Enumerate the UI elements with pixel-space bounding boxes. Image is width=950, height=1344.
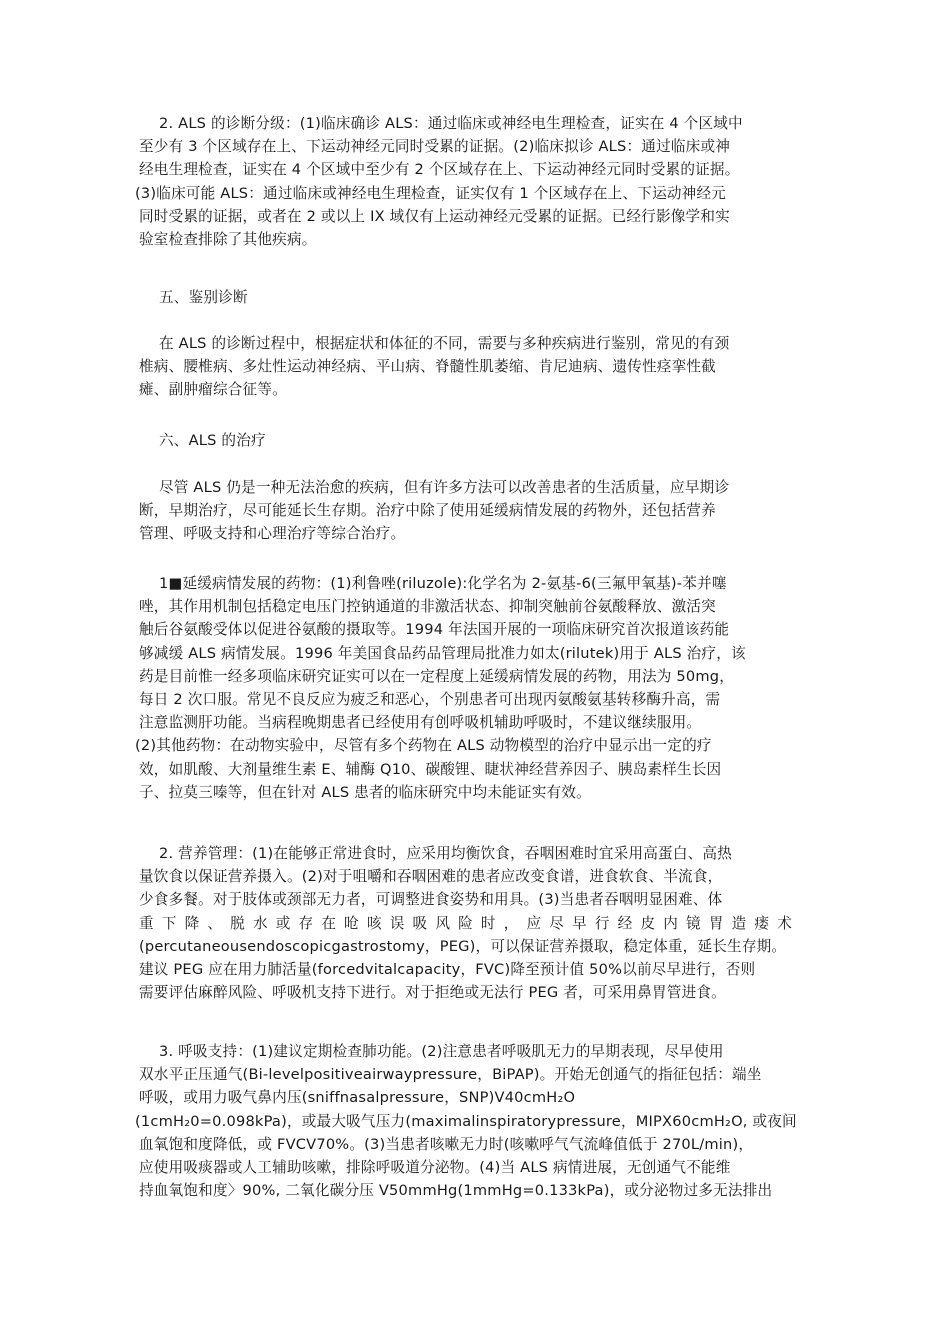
paragraph-drug-therapy [135, 572, 746, 804]
text-line: 应使用吸痰器或人工辅助咳嗽，排除呼吸道分泌物。(4)当 ALS 病情进展，无创通气不能维 [139, 1158, 731, 1176]
text-line: 在 ALS 的诊断过程中，根据症状和体征的不同，需要与多种疾病进行鉴别，常见的有颈 [159, 335, 730, 352]
paragraph-diagnosis-grading [135, 112, 743, 251]
text-line: 注意监测肝功能。当病程晚期患者已经使用有创呼吸机辅助呼吸时，不建议继续服用。 [139, 714, 702, 732]
section-heading: 五、鉴别诊断 [159, 289, 248, 306]
paragraph-respiratory-support [135, 1040, 797, 1202]
heading-treatment [139, 429, 266, 452]
text-line: 呼吸，或用力吸气鼻内压(sniffnasalpressure，SNP)V40cmH₂O [139, 1089, 576, 1107]
text-line: 同时受累的证据，或者在 2 或以上 IX 域仅有上运动神经元受累的证据。已经行影像学和实 [139, 207, 730, 225]
paragraph-treatment-intro [139, 476, 729, 546]
text-line: (3)临床可能 ALS：通过临床或神经电生理检查，证实仅有 1 个区域存在上、下运动神经元 [135, 184, 727, 202]
text-line: 3. 呼吸支持：(1)建议定期检查肺功能。(2)注意患者呼吸肌无力的早期表现，尽早使用 [159, 1043, 724, 1060]
text-line: 椎病、腰椎病、多灶性运动神经病、平山病、脊髓性肌萎缩、肯尼迪病、遗传性痉挛性截 [139, 358, 716, 376]
text-line: 经电生理检查，证实在 4 个区域中至少有 2 个区域存在上、下运动神经元同时受累的证据。 [139, 161, 740, 179]
text-line: (percutaneousendoscopicgastrostomy，PEG)，可以保证营养摄取，稳定体重，延长生存期。 [139, 937, 787, 955]
text-line: (1cmH₂0=0.098kPa)，或最大吸气压力(maximalinspiratorypressure，MIPX60cmH₂O, 或夜间 [135, 1112, 797, 1130]
heading-differential-diagnosis [139, 286, 248, 309]
text-line: 量饮食以保证营养摄入。(2)对于咀嚼和吞咽困难的患者应改变食谱，进食软食、半流食， [139, 868, 723, 886]
text-line: 需要评估麻醉风险、呼吸机支持下进行。对于拒绝或无法行 PEG 者，可采用鼻胃管进食。 [139, 984, 726, 1002]
text-line: (2)其他药物：在动物实验中，尽管有多个药物在 ALS 动物模型的治疗中显示出一定的疗 [135, 737, 712, 755]
text-line: 触后谷氨酸受体以促进谷氨酸的摄取等。1994 年法国开展的一项临床研究首次报道该药能 [139, 621, 730, 639]
text-line: 重下降、脱水或存在呛咳误吸风险时，应尽早行经皮内镜胃造瘘术 [139, 914, 801, 932]
text-line: 少食多餐。对于肢体或颈部无力者，可调整进食姿势和用具。(3)当患者吞咽明显困难、体 [139, 891, 723, 909]
text-line: 尽管 ALS 仍是一种无法治愈的疾病，但有许多方法可以改善患者的生活质量，应早期诊 [159, 479, 730, 496]
text-line: 至少有 3 个区域存在上、下运动神经元同时受累的证据。(2)临床拟诊 ALS：通过临床或神 [139, 138, 731, 156]
text-line: 唑，其作用机制包括稳定电压门控钠通道的非激活状态、抑制突触前谷氨酸释放、激活突 [139, 598, 716, 616]
text-line: 瘫、副肿瘤综合征等。 [139, 381, 287, 399]
text-line: 2. 营养管理：(1)在能够正常进食时，应采用均衡饮食，吞咽困难时宜采用高蛋白、高热 [159, 845, 733, 862]
paragraph-nutrition-management [139, 842, 800, 1004]
paragraph-differential-diagnosis [139, 332, 729, 402]
text-line: 药是目前惟一经多项临床研究证实可以在一定程度上延缓病情发展的药物，用法为 50mg， [139, 667, 735, 685]
text-line: 血氧饱和度降低，或 FVCV70%。(3)当患者咳嗽无力时(咳嗽呼气气流峰值低于 270L/min)， [139, 1135, 754, 1153]
text-line: 效，如肌酸、大剂量维生素 E、辅酶 Q10、碳酸锂、睫状神经营养因子、胰岛素样生长因 [139, 760, 722, 778]
text-line: 建议 PEG 应在用力肺活量(forcedvitalcapacity，FVC)降至预计值 50%以前尽早进行，否则 [139, 960, 756, 978]
text-line: 双水平正压通气(Bi-levelpositiveairwaypressure，BiPAP)。开始无创通气的指征包括：端坐 [139, 1066, 762, 1084]
text-line: 1■延缓病情发展的药物：(1)利鲁唑(riluzole):化学名为 2-氨基-6(三氟甲氧基)-苯并噻 [159, 575, 727, 592]
text-line: 断，早期治疗，尽可能延长生存期。治疗中除了使用延缓病情发展的药物外，还包括营养 [139, 502, 716, 520]
text-line: 管理、呼吸支持和心理治疗等综合治疗。 [139, 525, 406, 543]
text-line: 子、拉莫三嗪等，但在针对 ALS 患者的临床研究中均未能证实有效。 [139, 783, 591, 801]
text-line: 每日 2 次口服。常见不良反应为疲乏和恶心，个别患者可出现丙氨酸氨基转移酶升高，需 [139, 690, 721, 708]
text-line: 验室检查排除了其他疾病。 [139, 230, 317, 248]
text-line: 够减缓 ALS 病情发展。1996 年美国食品药品管理局批准力如太(rilutek)用于 ALS 治疗，该 [139, 644, 746, 662]
section-heading: 六、ALS 的治疗 [159, 432, 266, 449]
text-line: 2. ALS 的诊断分级：(1)临床确诊 ALS：通过临床或神经电生理检查，证实在 4 个区域中 [159, 115, 743, 132]
text-line: 持血氧饱和度〉90%, 二氧化碳分压 V50mmHg(1mmHg=0.133kPa)，或分泌物过多无法排出 [139, 1182, 773, 1200]
